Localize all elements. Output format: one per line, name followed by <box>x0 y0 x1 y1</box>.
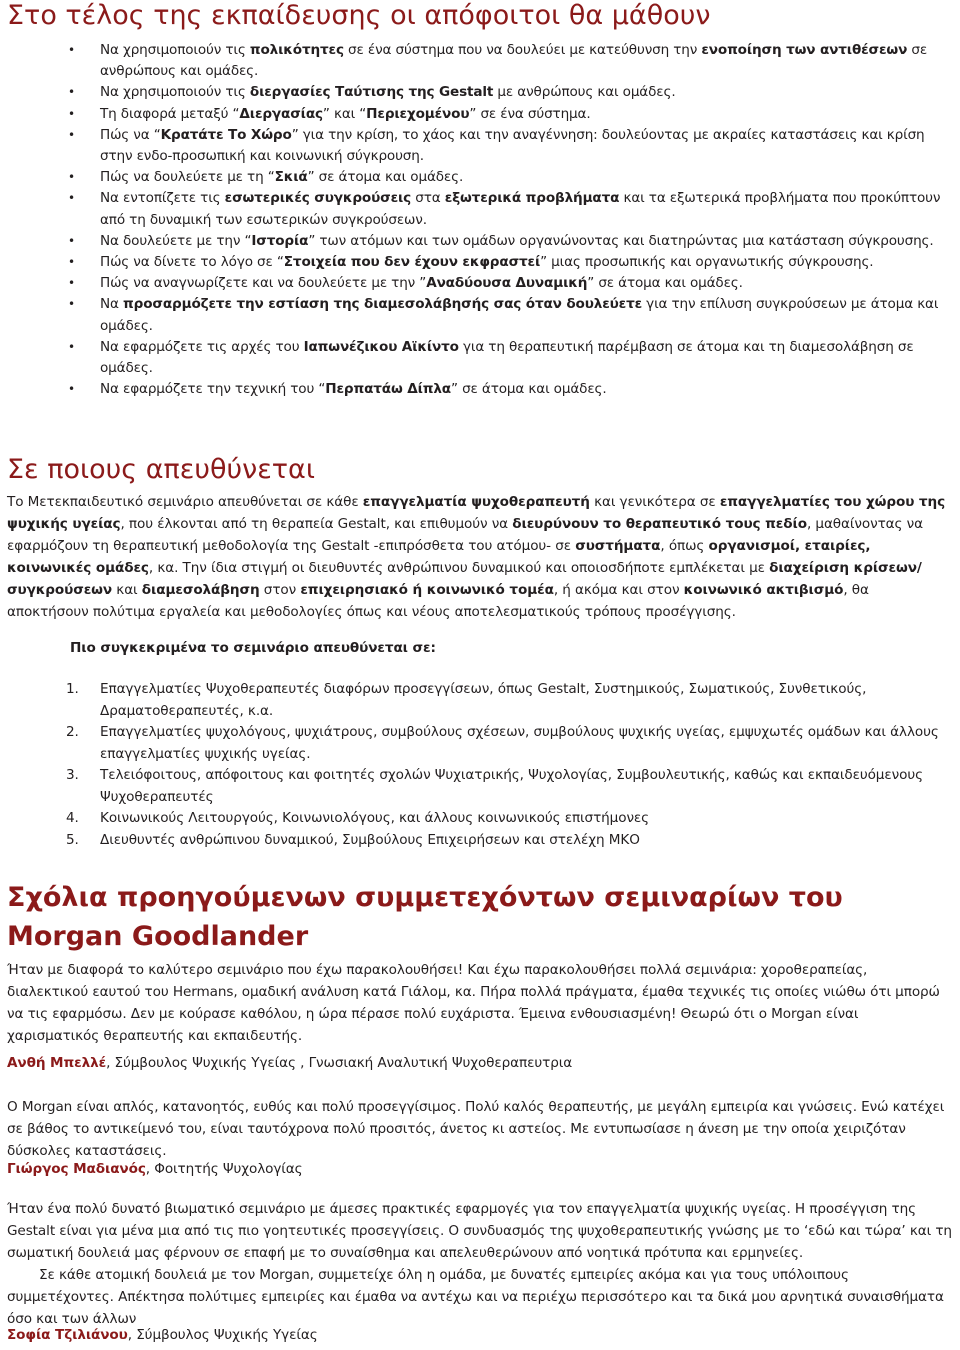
comment-author: Γιώργος Μαδιανός <box>7 1161 146 1177</box>
list-item: • Να εφαρμόζετε την τεχνική του “Περπατάω Δίπλα” σε άτομα και ομάδες. <box>65 379 950 400</box>
list-item: • Τη διαφορά μεταξύ “Διεργασίας” και “Περιεχομένου” σε ένα σύστημα. <box>65 104 950 125</box>
comment-attribution: Γιώργος Μαδιανός, Φοιτητής Ψυχολογίας <box>7 1161 303 1177</box>
comment-attribution: Ανθή Μπελλέ, Σύμβουλος Ψυχικής Υγείας , Γνωσιακή Αναλυτική Ψυχοθεραπευτρια <box>7 1055 573 1071</box>
list-item: • Να εφαρμόζετε τις αρχές του Ιαπωνέζικου Αϊκίντο για τη θεραπευτική παρέμβαση σε άτομα και τη διαμεσολάβηση σε ομάδες. <box>68 338 914 377</box>
section-title-audience: Σε ποιους απευθύνεται <box>7 454 315 485</box>
list-item: 5. Διευθυντές ανθρώπινου δυναμικού, Συμβούλους Επιχειρήσεων και στελέχη ΜΚΟ <box>66 831 640 848</box>
comment-attribution: Σοφία Τζιλιάνου, Σύμβουλος Ψυχικής Υγείας <box>7 1327 318 1343</box>
list-item: • Πώς να δουλεύετε με τη “Σκιά” σε άτομα και ομάδες. <box>65 167 950 188</box>
bullet-icon: • <box>68 106 75 121</box>
bullet-icon: • <box>68 339 75 354</box>
audience-list <box>66 679 951 851</box>
comment-text: Ο Morgan είναι απλός, κατανοητός, ευθύς και πολύ προσεγγίσιμος. Πολύ καλός θεραπευτής, με μεγάλη εμπειρία και γνώσεις. Ενώ κατέχει σε βάθος το αντικείμενό του, είναι ταυτόχρονα πολύ προσιτός, άνετος κι αστείος. Με εντυπωσίασε η άνεση με την οποία χειριζόταν δύσκολες καταστάσεις. <box>7 1099 945 1159</box>
list-item: • Να δουλεύετε με την “Ιστορία” των ατόμων και των ομάδων οργανώνοντας και διατηρώντας μια κατάσταση σύγκρουσης. <box>65 231 950 252</box>
comment-author: Σοφία Τζιλιάνου <box>7 1327 128 1343</box>
list-item: 1. Επαγγελματίες Ψυχοθεραπευτές διαφόρων προσεγγίσεων, όπως Gestalt, Συστημικούς, Σωματικούς, Συνθετικούς, Δραματοθεραπευτές, κ.α. <box>66 681 867 719</box>
section-title-comments: Σχόλια προηγούμενων συμμετεχόντων σεμιναρίων του Morgan Goodlander <box>7 882 843 952</box>
list-item: • Να χρησιμοποιούν τις πολικότητες σε ένα σύστημα που να δουλεύει με κατεύθυνση την ενοποίηση των αντιθέσεων σε ανθρώπους και ομάδες. <box>68 42 928 80</box>
list-item: • Πώς να δίνετε το λόγο σε “Στοιχεία που δεν έχουν εκφραστεί” μιας προσωπικής και οργανωτικής σύγκρουσης. <box>65 252 950 273</box>
bullet-icon: • <box>68 85 75 100</box>
audience-subheading: Πιο συγκεκριμένα το σεμινάριο απευθύνεται σε: <box>70 640 436 656</box>
bullet-icon: • <box>68 255 75 270</box>
bullet-icon: • <box>68 297 75 312</box>
bullet-icon: • <box>68 127 75 142</box>
list-item: 4. Κοινωνικούς Λειτουργούς, Κοινωνιολόγους, και άλλους κοινωνικούς επιστήμονες <box>66 810 650 826</box>
bullet-icon: • <box>68 382 75 397</box>
list-item: • Πώς να “Κρατάτε Το Χώρο” για την κρίση, το χάος και την αναγέννηση: δουλεύοντας με ακραίες καταστάσεις και κρίση στην ενδο-προσωπική και κοινωνική σύγκρουση. <box>68 126 925 165</box>
list-item: • Να προσαρμόζετε την εστίαση της διαμεσολάβησής σας όταν δουλεύετε για την επίλυση συγκρούσεων με άτομα και ομάδες. <box>68 296 939 334</box>
list-item: 3. Τελειόφοιτους, απόφοιτους και φοιτητές σχολών Ψυχιατρικής, Ψυχολογίας, Συμβουλευτικής, καθώς και εκπαιδευόμενους Ψυχοθεραπευτές <box>66 767 923 805</box>
audience-paragraph: Το Μετεκπαιδευτικό σεμινάριο απευθύνεται σε κάθε επαγγελματία ψυχοθεραπευτή και γενικότερα σε επαγγελματίες του χώρου της ψυχικής υγείας, που έλκονται από τη θεραπεία Gestalt, και επιθυμούν να διευρύνουν το θεραπευτικό τους πεδίο, μαθαίνοντας να εφαρμόζουν τη θεραπευτική μεθοδολογία της Gestalt -επιπρόσθετα του ατόμου- σε συστήματα, όπως οργανισμοί, εταιρίες, κοινωνικές ομάδες, κα. Την ίδια στιγμή οι διευθυντές ανθρώπινου δυναμικού και οποιοσδήποτε εμπλέκεται με διαχείριση κρίσεων/συγκρούσεων και διαμεσολάβηση στον επιχειρησιακό ή κοινωνικό τομέα, ή ακόμα και στον κοινωνικό ακτιβισμό, θα αποκτήσουν πολύτιμα εργαλεία και μεθοδολογίες όπως και νέους αποτελεσματικούς τρόπους προσέγγισης. <box>7 494 946 620</box>
comment-author: Ανθή Μπελλέ <box>7 1055 107 1071</box>
list-item: 2. Επαγγελματίες ψυχολόγους, ψυχιάτρους, συμβούλους σχέσεων, συμβούλους ψυχικής υγείας, εμψυχωτές ομάδων και άλλους επαγγελματίες ψυχικής υγείας. <box>66 724 939 762</box>
bullet-icon: • <box>68 233 75 248</box>
bullet-icon: • <box>68 170 75 185</box>
comment-text: Ήταν με διαφορά το καλύτερο σεμινάριο που έχω παρακολουθήσει! Και έχω παρακολουθήσει πολλά σεμινάρια: χοροθεραπείας, διαλεκτικού εαυτού του Hermans, ομαδική ανάλυση κατά Γιάλομ, κα. Πήρα πολλά πράγματα, έμαθα τεχνικές τις οποίες νιώθω ότι μπορώ να τις εφαρμόσω. Δεν με κούρασε καθόλου, η ώρα πέρασε πολύ ευχάριστα. Έμεινα ενθουσιασμένη! Θεωρώ ότι ο Morgan είναι χαρισματικός θεραπευτής και εκπαιδευτής. <box>7 962 940 1044</box>
list-item: • Να εντοπίζετε τις εσωτερικές συγκρούσεις στα εξωτερικά προβλήματα και τα εξωτερικά προβλήματα που προκύπτουν από τη δυναμική των εσωτερικών συγκρούσεων. <box>68 190 941 228</box>
bullet-icon: • <box>68 43 75 57</box>
list-item: • Πώς να αναγνωρίζετε και να δουλεύετε με την ”Αναδύουσα Δυναμική” σε άτομα και ομάδες. <box>65 273 950 294</box>
list-item: • Να χρησιμοποιούν τις διεργασίες Ταύτισης της Gestalt με ανθρώπους και ομάδες. <box>65 82 950 103</box>
learn-list <box>65 40 950 400</box>
section-title-learn: Στο τέλος της εκπαίδευσης οι απόφοιτοι θα μάθουν <box>7 0 711 31</box>
bullet-icon: • <box>68 191 75 206</box>
bullet-icon: • <box>68 276 75 291</box>
comment-text: Ήταν ένα πολύ δυνατό βιωματικό σεμινάριο με άμεσες πρακτικές εφαρμογές για τον επαγγελματία ψυχικής υγείας. Η προσέγγιση της Gestalt είναι για μένα μια από τις πιο γοητευτικές προσεγγίσεις. Ο συνδυασμός της ψυχοθεραπευτικής γνώσης με το ‘εδώ και τώρα’ και τη σωματική δουλειά μας φέρνουν σε επαφή με το συναίσθημα και απελευθερώνουν από νοητικά πρότυπα και ερμηνείες. Σε κάθε ατομική δουλειά με τον Morgan, συμμετείχε όλη η ομάδα, με δυνατές εμπειρίες ακόμα και για τους υπόλοιπους συμμετέχοντες. Απέκτησα πολύτιμες εμπειρίες και έμαθα να αντέχω και να περιέχω περισσότερο και τα δικά μου αρνητικά συναισθήματα όσο και των άλλων <box>7 1201 952 1327</box>
